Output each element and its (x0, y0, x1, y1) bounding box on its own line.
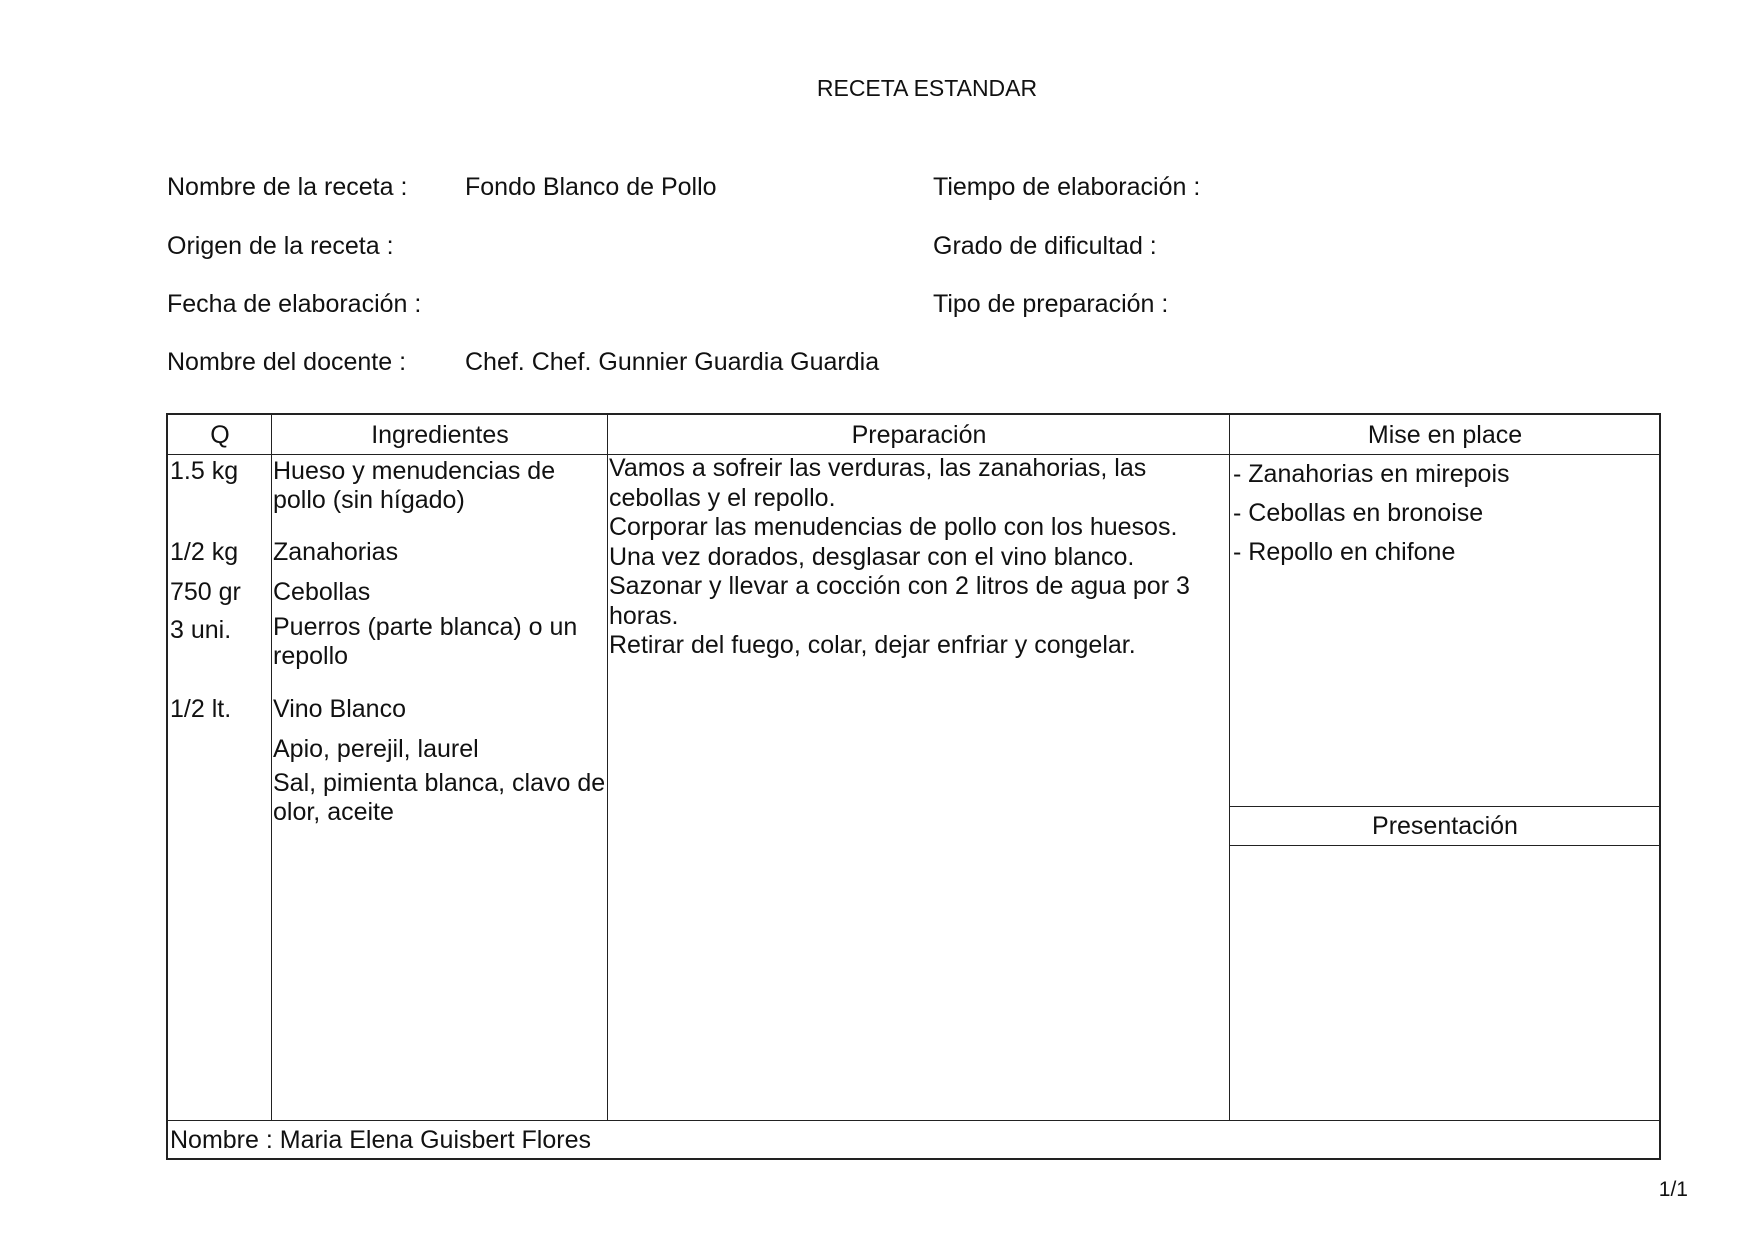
divider (607, 415, 608, 1121)
student-name: Nombre : Maria Elena Guisbert Flores (170, 1126, 591, 1154)
time-label: Tiempo de elaboración : (933, 173, 1201, 201)
prep-type-label: Tipo de preparación : (933, 290, 1169, 318)
ingredient-cell: Vino Blanco (273, 695, 406, 723)
ingredient-cell: Puerros (parte blanca) o un repollo (273, 613, 578, 670)
preparation-text (609, 454, 1229, 661)
recipe-name-label: Nombre de la receta : (167, 173, 408, 201)
divider (1229, 845, 1659, 846)
header-mise-en-place: Mise en place (1367, 421, 1523, 449)
preparation-step: Sazonar y llevar a cocción con 2 litros de agua por 3 horas. (609, 572, 1190, 630)
mise-item: - Cebollas en bronoise (1233, 499, 1484, 527)
ingredient-cell: Zanahorias (273, 538, 399, 566)
qty-cell: 1.5 kg (170, 457, 239, 485)
header-q: Q (210, 421, 230, 449)
document-title: RECETA ESTANDAR (816, 75, 1038, 101)
ingredient-cell: Hueso y menudencias de pollo (sin hígado) (273, 457, 556, 514)
qty-cell: 3 uni. (170, 616, 232, 644)
divider (1229, 415, 1230, 1121)
qty-cell: 1/2 kg (170, 538, 239, 566)
preparation-step: Corporar las menudencias de pollo con los huesos. (609, 513, 1178, 541)
preparation-step: Una vez dorados, desglasar con el vino blanco. (609, 542, 1135, 571)
mise-item: - Zanahorias en mirepois (1233, 460, 1510, 488)
recipe-table (166, 413, 1661, 1160)
difficulty-label: Grado de dificultad : (933, 232, 1157, 260)
origin-label: Origen de la receta : (167, 232, 394, 260)
header-ingredients: Ingredientes (371, 421, 509, 449)
ingredient-cell: Sal, pimienta blanca, clavo de olor, aceite (273, 769, 606, 826)
teacher-label: Nombre del docente : (167, 348, 407, 376)
preparation-step: Retirar del fuego, colar, dejar enfriar y congelar. (609, 631, 1136, 659)
teacher-value: Chef. Chef. Gunnier Guardia Guardia (465, 348, 880, 376)
ingredient-cell: Cebollas (273, 578, 371, 606)
qty-cell: 1/2 lt. (170, 695, 232, 723)
qty-cell: 750 gr (170, 578, 241, 606)
header-preparation: Preparación (851, 421, 987, 449)
preparation-step: Vamos a sofreir las verduras, las zanahorias, las cebollas y el repollo. (609, 454, 1147, 512)
mise-item: - Repollo en chifone (1233, 538, 1456, 566)
header-presentation: Presentación (1372, 812, 1518, 840)
recipe-name-value: Fondo Blanco de Pollo (465, 173, 717, 201)
divider (271, 415, 272, 1121)
date-label: Fecha de elaboración : (167, 290, 422, 318)
mise-en-place-list (1231, 455, 1651, 572)
page-number: 1/1 (1658, 1178, 1688, 1201)
ingredient-cell: Apio, perejil, laurel (273, 735, 479, 763)
